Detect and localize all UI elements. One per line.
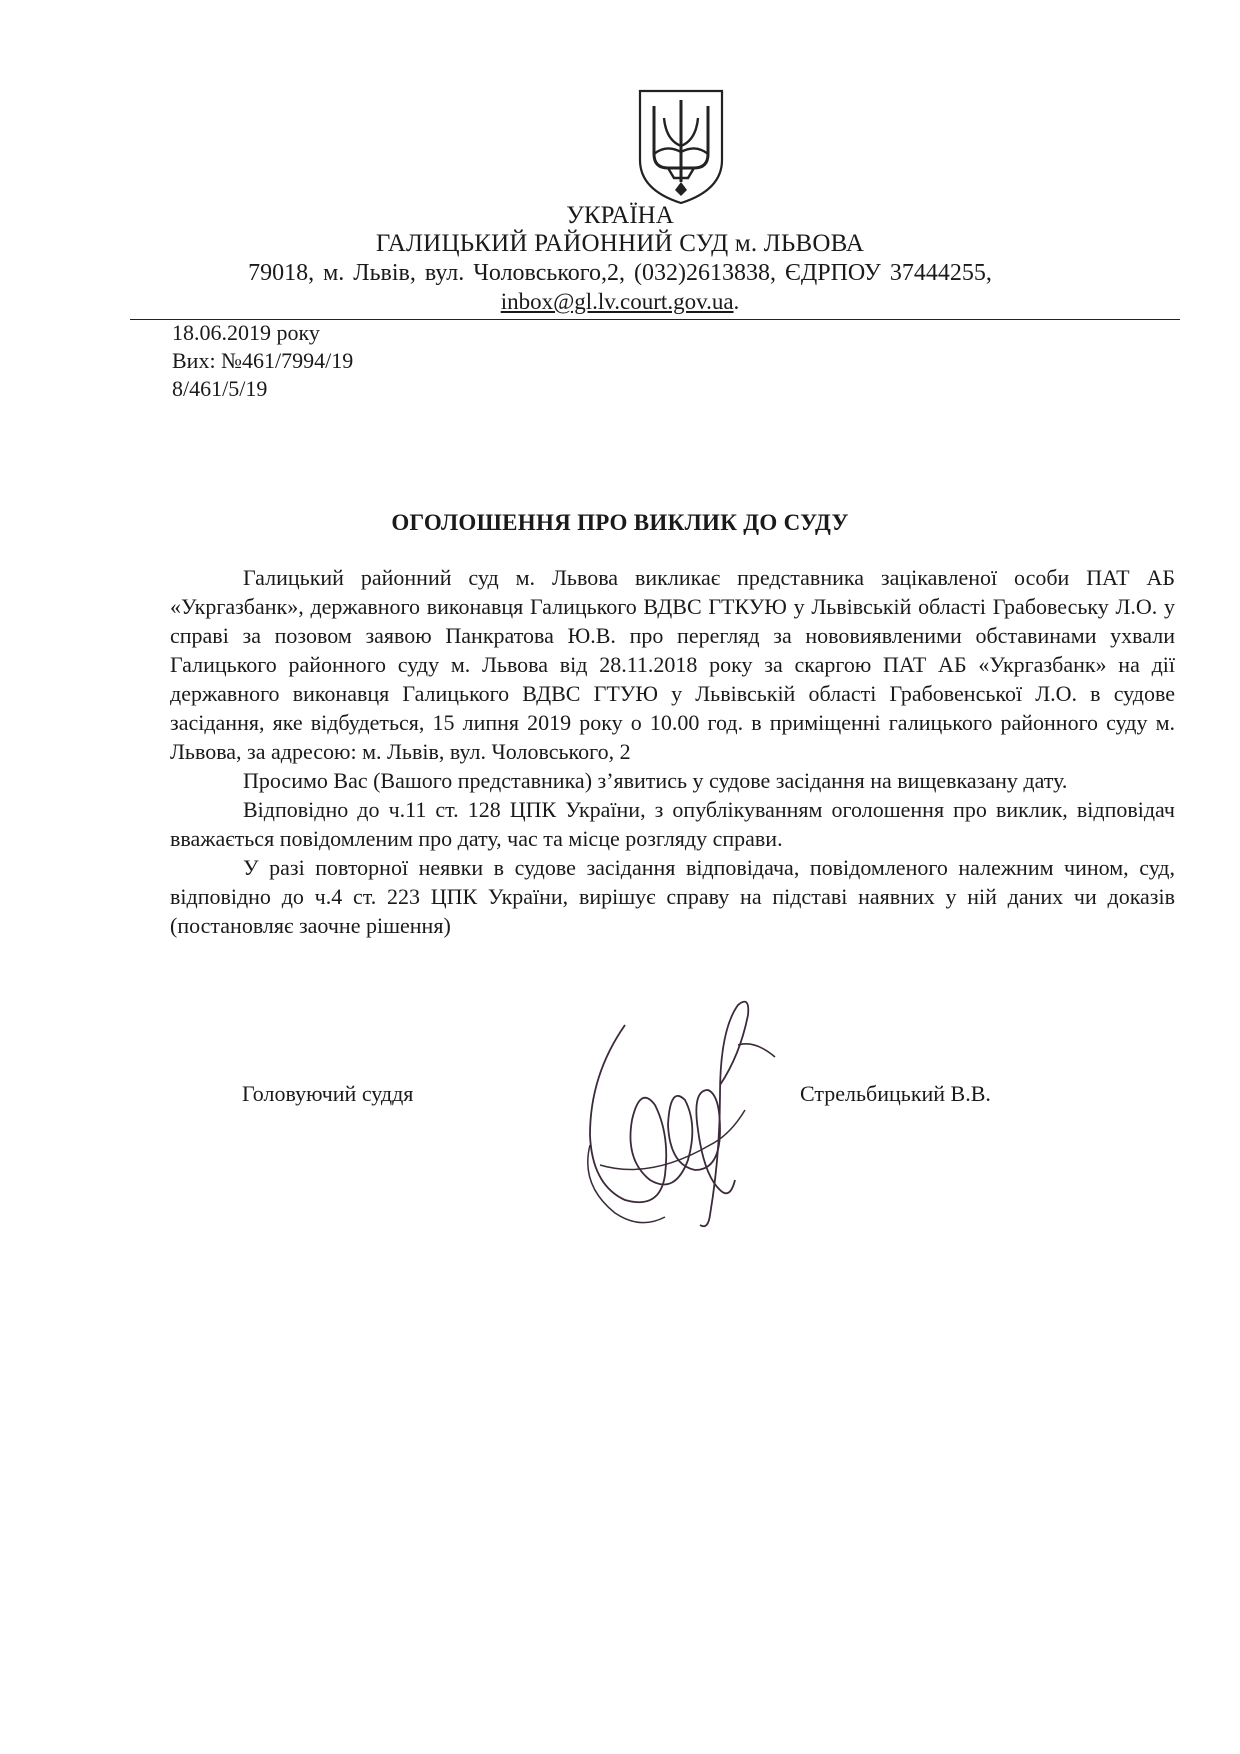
handwritten-signature xyxy=(570,985,780,1235)
document-title: ОГОЛОШЕННЯ ПРО ВИКЛИК ДО СУДУ xyxy=(391,510,849,535)
outgoing-number: Вих: №461/7994/19 xyxy=(172,348,354,373)
signer-role: Головуючий суддя xyxy=(242,1081,414,1106)
notice-paragraph: Просимо Вас (Вашого представника) з’явитись у судове засідання на вищевказану дату. xyxy=(243,768,1068,793)
court-email-line xyxy=(0,287,1240,317)
court-email-tail: . xyxy=(733,289,740,314)
country-heading: УКРАЇНА xyxy=(566,202,674,229)
notice-paragraph: У разі повторної неявки в судове засідання відповідача, повідомленого належним чином, суд, відповідно до ч.4 ст. 223 ЦПК України, вирішує справу на підставі наявних у ній даних чи доказів (постановляє заочне рішення) xyxy=(170,855,1175,938)
court-address: 79018, м. Львів, вул. Чоловського,2, (032)2613838, ЄДРПОУ 37444255, xyxy=(248,260,992,286)
court-name-heading: ГАЛИЦЬКИЙ РАЙОННИЙ СУД м. ЛЬВОВА xyxy=(375,230,865,257)
court-email: inbox@gl.lv.court.gov.ua xyxy=(500,289,734,314)
notice-paragraph: Галицький районний суд м. Львова викликає представника зацікавленої особи ПАТ АБ «Укргазбанк», державного виконавця Галицького ВДВС ГТКУЮ у Львівській області Грабовеську Л.О. у справі за позовом заявою Панкратова Ю.В. про перегляд за нововиявленими обставинами ухвали Галицького районного суду м. Львова від 28.11.2018 року за скаргою ПАТ АБ «Укргазбанк» на дії державного виконавця Галицького ВДВС ГТУЮ у Львівській області Грабовенської Л.О. в судове засідання, яке відбудеться, 15 липня 2019 року о 10.00 год. в приміщенні галицького районного суду м. Львова, за адресою: м. Львів, вул. Чоловського, 2 xyxy=(170,565,1175,764)
document-date: 18.06.2019 року xyxy=(172,320,320,345)
case-number: 8/461/5/19 xyxy=(172,376,268,401)
trident-coat-of-arms-icon xyxy=(636,88,726,206)
notice-body xyxy=(170,563,1175,940)
signer-name: Стрельбицький В.В. xyxy=(800,1081,991,1106)
notice-paragraph: Відповідно до ч.11 ст. 128 ЦПК України, з опублікуванням оголошення про виклик, відповідач вважається повідомленим про дату, час та місце розгляду справи. xyxy=(170,797,1175,851)
